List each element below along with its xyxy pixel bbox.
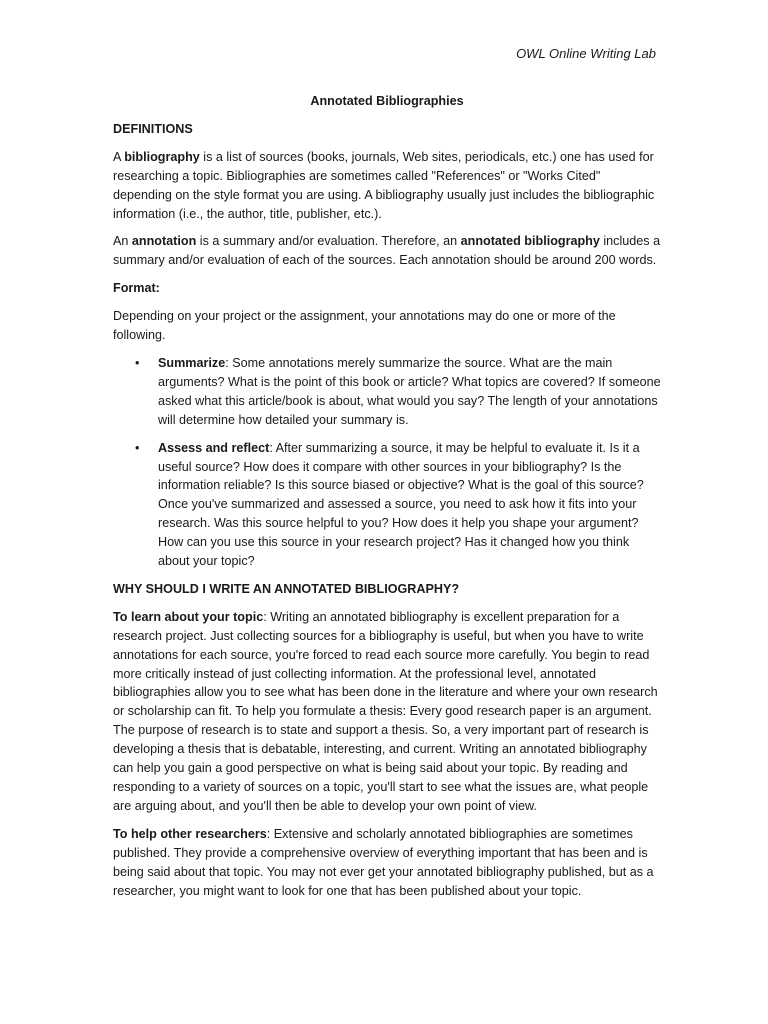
term-annotation: annotation (131, 234, 197, 249)
term-learn-topic: To learn about your topic (113, 609, 264, 624)
help-researchers-paragraph: To help other researchers: Extensive and scholarly annotated bibliographies are sometimes published. They provide a comprehensive overview of everything important that has been and is being said about that topic. You may not ever get your annotated bibliography published, but as a researcher, you might want to look for one that has been published about your topic. (113, 826, 654, 898)
page-header: OWL Online Writing Lab (516, 46, 656, 61)
format-intro: Depending on your project or the assignment, your annotations may do one or more of the following. (113, 309, 616, 343)
list-item-summarize: • Summarize: Some annotations merely summarize the source. What are the main arguments? What is the point of this book or article? What topics are covered? If someone asked what this article/book is about, what would you say? The length of your annotations will determine how detailed your summary is. (158, 354, 661, 430)
definitions-heading: DEFINITIONS (113, 121, 193, 136)
format-list (113, 354, 661, 571)
term-bibliography: bibliography (124, 149, 200, 164)
format-heading: Format: (113, 281, 160, 296)
why-heading: WHY SHOULD I WRITE AN ANNOTATED BIBLIOGRAPHY? (113, 581, 460, 596)
annotation-definition: An annotation is a summary and/or evaluation. Therefore, an annotated bibliography includes a summary and/or evaluation of each of the sources. Each annotation should be around 200 words. (113, 234, 661, 268)
term-annotated-bibliography: annotated bibliography (460, 234, 600, 249)
learn-topic-paragraph: To learn about your topic: Writing an annotated bibliography is excellent preparation for a research project. Just collecting sources for a bibliography is useful, but when you have to write annotations for each source, you're forced to read each source more carefully. You begin to read more critically instead of just collecting information. At the professional level, annotated bibliographies allow you to see what has been done in the literature and where your own research or scholarship can fit. To help you formulate a thesis: Every good research paper is an argument. The purpose of research is to state and support a thesis. So, a very important part of research is developing a thesis that is debatable, interesting, and current. Writing an annotated bibliography can help you gain a good perspective on what is being said about your topic. By reading and responding to a variety of sources on a topic, you'll start to see what the issues are, what people are arguing about, and you'll then be able to develop your own point of view. (113, 609, 658, 813)
document-title: Annotated Bibliographies (310, 94, 464, 108)
bibliography-definition: A bibliography is a list of sources (books, journals, Web sites, periodicals, etc.) one has used for researching a topic. Bibliographies are sometimes called "References" or "Works Cited" depending on the style format you are using. A bibliography usually just includes the bibliographic information (i.e., the author, title, publisher, etc.). (113, 149, 655, 221)
document-body (113, 92, 661, 909)
list-item-assess-reflect: • Assess and reflect: After summarizing a source, it may be helpful to evaluate it. Is it a useful source? How does it compare with other sources in your bibliography? Is the information reliable? Is this source biased or objective? What is the goal of this source? Once you've summarized and assessed a source, you need to ask how it fits into your research. Was this source helpful to you? How does it help you shape your argument? How can you use this source in your research project? Has it changed how you think about your topic? (158, 439, 661, 571)
term-summarize: Summarize (158, 355, 226, 370)
term-assess-reflect: Assess and reflect (158, 440, 270, 455)
term-help-researchers: To help other researchers (113, 826, 267, 841)
